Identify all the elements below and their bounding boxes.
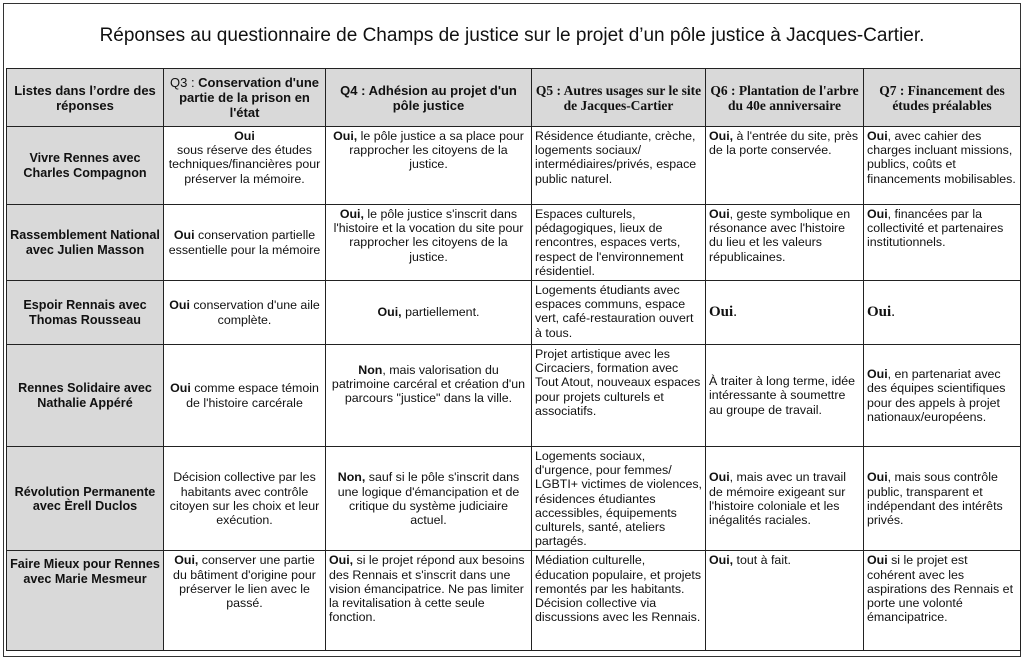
answer-q3: Oui conservation d'une aile complète. [164,281,326,345]
answer-q6: Oui, à l'entrée du site, près de la porte conservée. [706,127,864,205]
page-title: Réponses au questionnaire de Champs de justice sur le projet d’un pôle justice à Jacques-Cartier. [99,25,925,46]
header-q6: Q6 : Plantation de l'arbre du 40e anniversaire [706,69,864,127]
answer-q5: Logements sociaux, d'urgence, pour femmes/ LGBTI+ victimes de violences, résidences étudiantes accessibles, équipements culturels, santé, ateliers partagés. [532,447,706,551]
answer-q7: Oui, en partenariat avec des équipes scientifiques pour des appels à projet nationaux/européens. [864,345,1021,447]
table-row [7,281,1021,345]
answer-q7: Oui, financées par la collectivité et partenaires institutionnels. [864,205,1021,281]
table-row [7,447,1021,551]
answer-q3: Oui sous réserve des études techniques/financières pour préserver la mémoire. [164,127,326,205]
answer-q3: Oui conservation partielle essentielle pour la mémoire [164,205,326,281]
answer-q4: Oui, partiellement. [326,281,532,345]
list-name: Espoir Rennais avec Thomas Rousseau [7,281,164,345]
responses-table [6,68,1021,651]
table-row [7,345,1021,447]
header-lists: Listes dans l’ordre des réponses [7,69,164,127]
answer-q5: Médiation culturelle, éducation populaire, et projets remontés par les habitants. Décision collective via discussions avec les Rennais. [532,551,706,651]
answer-q7: Oui si le projet est cohérent avec les aspirations des Rennais et porte une volonté émancipatrice. [864,551,1021,651]
answer-q3: Décision collective par les habitants avec contrôle citoyen sur les choix et leur exécution. [164,447,326,551]
answer-q3: Oui comme espace témoin de l'histoire carcérale [164,345,326,447]
table-row [7,205,1021,281]
answer-q7: Oui, avec cahier des charges incluant missions, publics, coûts et financements mobilisables. [864,127,1021,205]
table-row [7,127,1021,205]
answer-q7: Oui. [864,281,1021,345]
list-name: Rassemblement National avec Julien Masson [7,205,164,281]
list-name: Vivre Rennes avec Charles Compagnon [7,127,164,205]
answer-q4: Oui, le pôle justice a sa place pour rapprocher les citoyens de la justice. [326,127,532,205]
header-q3: Q3 : Conservation d'une partie de la prison en l'état [164,69,326,127]
table-row [7,551,1021,651]
answer-q6: À traiter à long terme, idée intéressante à soumettre au groupe de travail. [706,345,864,447]
answer-q5: Résidence étudiante, crèche, logements sociaux/ intermédiaires/privés, espace public naturel. [532,127,706,205]
list-name: Rennes Solidaire avec Nathalie Appéré [7,345,164,447]
answer-q7: Oui, mais sous contrôle public, transparent et indépendant des intérêts privés. [864,447,1021,551]
answer-q5: Espaces culturels, pédagogiques, lieux de rencontres, espaces verts, respect de l'environnement résidentiel. [532,205,706,281]
document-frame [3,3,1021,657]
header-q7: Q7 : Financement des études préalables [864,69,1021,127]
answer-q4: Oui, si le projet répond aux besoins des Rennais et s'inscrit dans une vision émancipatrice. Ne pas limiter la revitalisation à cette seule fonction. [326,551,532,651]
list-name: Révolution Permanente avec Èrell Duclos [7,447,164,551]
answer-q4: Non, sauf si le pôle s'inscrit dans une logique d'émancipation et de critique du système judiciaire actuel. [326,447,532,551]
list-name: Faire Mieux pour Rennes avec Marie Mesmeur [7,551,164,651]
answer-q4: Oui, le pôle justice s'inscrit dans l'histoire et la vocation du site pour rapprocher les citoyens de la justice. [326,205,532,281]
answer-q6: Oui, mais avec un travail de mémoire exigeant sur l'histoire coloniale et les inégalités raciales. [706,447,864,551]
header-q4: Q4 : Adhésion au projet d'un pôle justice [326,69,532,127]
answer-q6: Oui. [706,281,864,345]
header-q5: Q5 : Autres usages sur le site de Jacques-Cartier [532,69,706,127]
answer-q3: Oui, conserver une partie du bâtiment d'origine pour préserver le lien avec le passé. [164,551,326,651]
answer-q5: Logements étudiants avec espaces communs, espace vert, café-restauration ouvert à tous. [532,281,706,345]
answer-q6: Oui, geste symbolique en résonance avec l'histoire du lieu et les valeurs républicaines. [706,205,864,281]
answer-q4: Non, mais valorisation du patrimoine carcéral et création d'un parcours "justice" dans la ville. [326,345,532,447]
answer-q5: Projet artistique avec les Circaciers, formation avec Tout Atout, nouveaux espaces pour projets culturels et associatifs. [532,345,706,447]
header-row [7,69,1021,127]
answer-q6: Oui, tout à fait. [706,551,864,651]
